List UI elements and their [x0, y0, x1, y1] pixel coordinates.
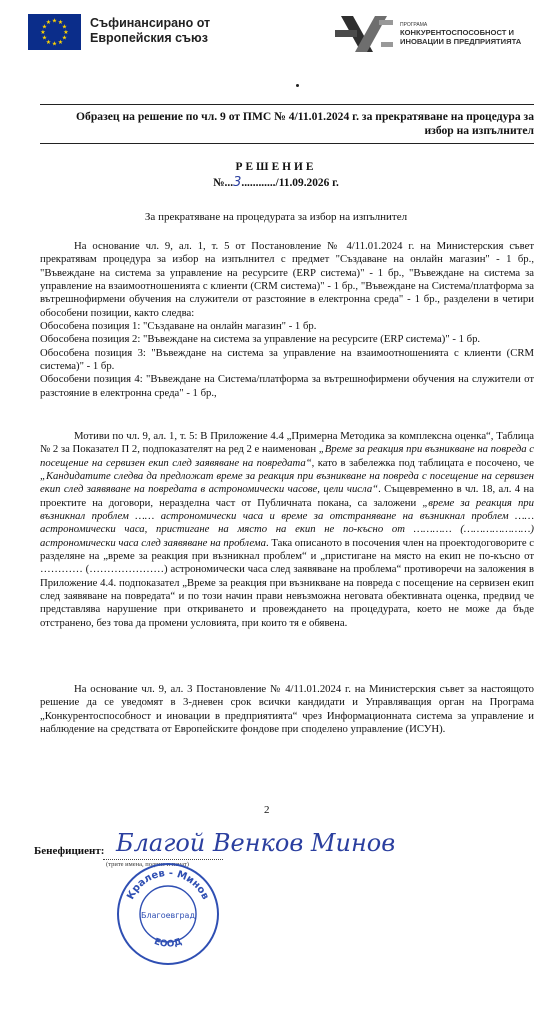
number-prefix: №...: [213, 177, 234, 189]
svg-text:★: ★: [57, 19, 64, 26]
paragraph-notification: [40, 683, 534, 736]
company-stamp: [112, 858, 224, 970]
svg-text:★: ★: [61, 23, 68, 31]
eu-text-line2: Европейския съюз: [90, 31, 208, 45]
sample-title: [40, 110, 534, 138]
stamp-company-type: ЕООД: [152, 936, 184, 950]
motives-quote-1: „Време за реакция при възникване на повреда с посещение на сервизен екип след заявяване на повредата“: [40, 443, 535, 469]
svg-text:★: ★: [51, 40, 58, 48]
handwritten-number: 3: [233, 175, 242, 190]
eu-stars-icon: [28, 14, 81, 50]
svg-text:★: ★: [45, 39, 52, 46]
number-date: ............/11.09.2026 г.: [241, 177, 339, 189]
position-4: Обособени позиция 4: "Въвеждане на Система/платформа за вътрешнофирмени обучения на служители от разстояние в електронна среда" - 1 бр.,: [40, 373, 534, 399]
paragraph-1: На основание чл. 9, ал. 1, т. 5 от Постановление № 4/11.01.2024 г. на Министерския съвет прекратявам процедура за избор на изпълнител с предмет "Създаване на онлайн магазин" - 1 бр., "Въвеждане на система за управление на ресурсите (ERP система)" - 1 бр., "Въвеждане на система за управление на взаимоотношенията с клиенти (CRM система)" - 1 бр., "Въвеждане на Система/платформа за вътрешнофирмени обучения на служители от разстояние в електронна среда" - 1 бр., разделени в четири обособени позиции, както следва:: [40, 240, 534, 319]
paragraph-motives: [40, 430, 534, 630]
motives-part-1: Мотиви по чл. 9, ал. 1, т. 5: В Приложение 4.4 „Примерна Методика за комплексна оценка“, Таблица № 2 за Показател П 2, подпоказателят на ред 2 е наименован: [40, 430, 534, 456]
motives-part-2: , като в забележка под таблицата е посочено, че: [311, 456, 534, 469]
motives-part-4: . Така описаното в посочения член на проектодоговорите с разделяне на „време за реакция при възникнал проблем“ и „пристигане на място на екип не по-късно от ………… (…………………) астрономически часа след заявяване на проблема“ противоречи на заложения в Приложение 4.4. подпоказател „Време за реакция при възникване на повреда с посещение на сервизен екип след заявяване на повредата“ и по този начин прави невъзможна неговата обективната оценка, предвид че представлява нарушение при откриването и провеждането на процедурата, което не може да бъде отстранено, без това да промени условията, при които тя е обявена.: [40, 536, 534, 629]
top-rule: [40, 104, 534, 105]
bottom-rule: [40, 143, 534, 144]
beneficiary-label: Бенефициент:: [34, 845, 105, 857]
svg-text:★: ★: [45, 19, 52, 26]
eu-cofunded-text: [90, 16, 210, 46]
eu-flag-logo: [28, 14, 81, 50]
svg-text:★: ★: [61, 34, 68, 42]
signature-name: Благой Венков Минов: [116, 829, 396, 857]
eu-text-line1: Съфинансирано от: [90, 16, 211, 30]
position-1: Обособена позиция 1: "Създаване на онлайн магазин" - 1 бр.: [40, 320, 317, 333]
program-name-line1: КОНКУРЕНТОСПОСОБНОСТ И: [400, 28, 514, 37]
decision-title: РЕШЕНИЕ: [235, 161, 317, 173]
decision-number: [0, 175, 552, 191]
svg-text:★: ★: [41, 34, 48, 42]
signature-caption: (трите имена, подпис и печат): [106, 861, 189, 868]
motives-text: [40, 430, 534, 630]
svg-text:★: ★: [40, 29, 46, 36]
program-logo-text: [400, 22, 521, 46]
stamp-company-name: Кралев - Минов: [125, 867, 211, 902]
sample-title-line2: избор на изпълнител: [424, 124, 534, 137]
program-x-logo-icon: [335, 12, 397, 58]
svg-text:★: ★: [63, 29, 69, 36]
decision-purpose: За прекратяване на процедурата за избор на изпълнител: [144, 211, 408, 223]
page-number: 2: [264, 804, 270, 816]
position-3: Обособена позиция 3: "Въвеждане на система за управление на взаимоотношенията с клиенти (CRM система)" - 1 бр.: [40, 346, 534, 373]
sample-title-line1: Образец на решение по чл. 9 от ПМС № 4/11.01.2024 г. за прекратяване на процедура за: [76, 110, 534, 123]
motives-quote-2: „Кандидатите следва да предложат време за реакция при възникване на повреда с посещение на сервизен екип след заявяване на повредата в астрономически часове, цели числа“: [40, 470, 534, 496]
program-name-line2: ИНОВАЦИИ В ПРЕДПРИЯТИЯТА: [400, 37, 522, 46]
position-2: Обособена позиция 2: "Въвеждане на система за управление на ресурсите (ERP система)" - 1 бр.: [40, 333, 481, 346]
svg-text:★: ★: [57, 39, 64, 46]
motives-quote-3: „време за реакция при възникнал проблем …… астрономически часа и време за отстраняване на възникнал проблем …… астрономически часа, пристигане на място на екип не по-късно от ………… (…………………) астрономически часа след заявяване на проблема: [40, 496, 534, 549]
svg-text:★: ★: [41, 23, 48, 31]
stamp-city: Благоевград: [141, 911, 195, 920]
svg-text:ЕООД: [153, 937, 184, 950]
program-label: ПРОГРАМА: [400, 22, 428, 28]
svg-text:★: ★: [51, 17, 58, 25]
motives-part-3: . Същевременно в чл. 18, ал. 4 на проектите на договори, неразделна част от Публичната покана, са заложени: [40, 483, 534, 509]
stray-dot: [296, 84, 299, 87]
paragraph-3: На основание чл. 9, ал. 3 Постановление № 4/11.01.2024 г. на Министерския съвет за настоящото решение да се уведомят в 3-дневен срок всички кандидати и Управляващия орган на Програма „Конкурентоспособност и иновации в предприятията“ чрез Информационната система за управление и наблюдение на средствата от Европейските фондове при споделено управление (ИСУН).: [40, 683, 534, 736]
decision-heading: [0, 160, 552, 191]
paragraph-grounds: [40, 240, 534, 400]
